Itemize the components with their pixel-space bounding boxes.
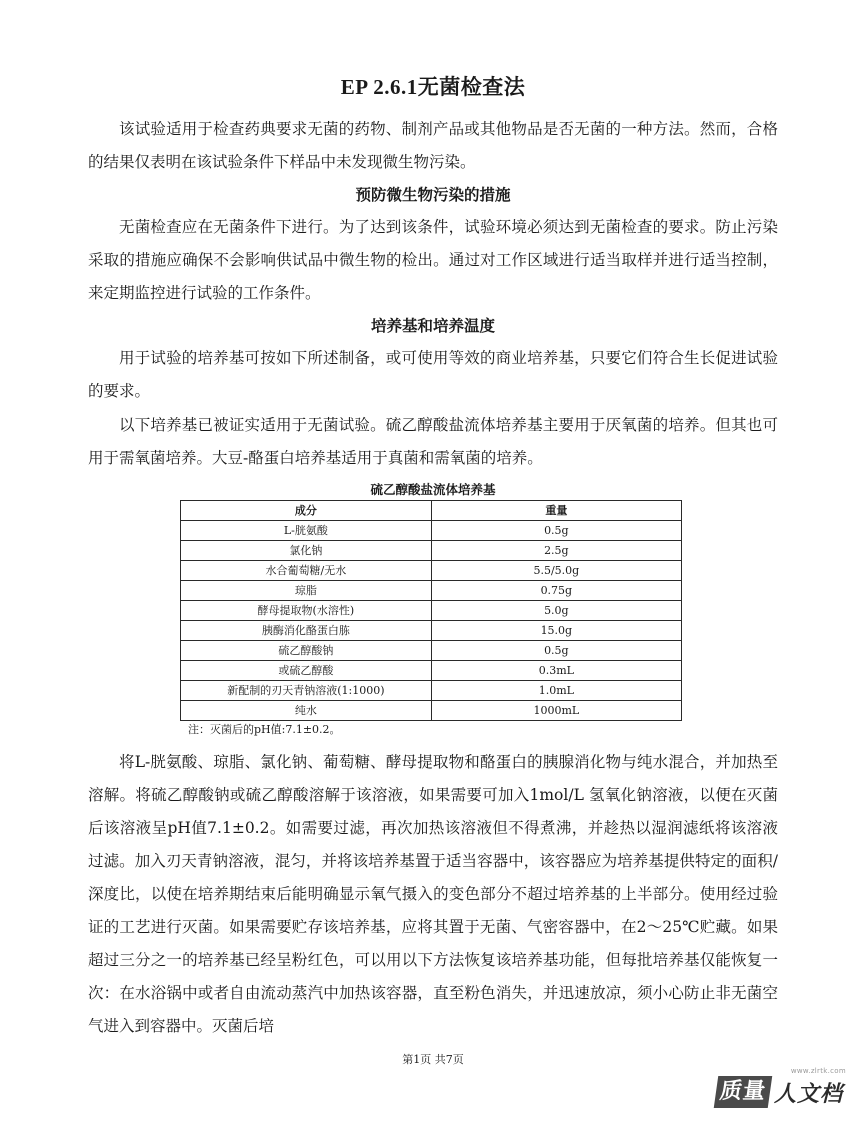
logo-icon <box>716 1076 843 1108</box>
ingredient-cell: 水合葡萄糖/无水 <box>181 561 432 581</box>
ingredient-cell: 琼脂 <box>181 581 432 601</box>
logo-part-quality: 质量 <box>714 1076 773 1108</box>
page-footer: 第1页 共7页 <box>402 1053 464 1066</box>
section-heading-media: 培养基和培养温度 <box>370 317 495 335</box>
contamination-paragraph: 无菌检查应在无菌条件下进行。为了达到该条件，试验环境必须达到无菌检查的要求。防止污染采取的措施应确保不会影响供试品中微生物的检出。通过对工作区域进行适当取样并进行适当控制，来定期监控进行试验的工作条件。 <box>88 218 778 302</box>
watermark-site: www.zlrtk.com <box>790 1067 846 1075</box>
ingredient-cell: 纯水 <box>181 701 432 721</box>
table-row <box>181 521 682 541</box>
ingredient-cell: 硫乙醇酸钠 <box>181 641 432 661</box>
watermark-logo <box>712 1067 858 1113</box>
table-row <box>181 621 682 641</box>
media-paragraph-1: 用于试验的培养基可按如下所述制备，或可使用等效的商业培养基，只要它们符合生长促进试验的要求。 <box>88 349 778 400</box>
ingredient-cell: 新配制的刃天青钠溶液(1:1000) <box>181 681 432 701</box>
ingredient-cell: 或硫乙醇酸 <box>181 661 432 681</box>
column-header-weight: 重量 <box>431 501 681 521</box>
table-title: 硫乙醇酸盐流体培养基 <box>370 482 496 497</box>
table-row <box>181 641 682 661</box>
table-row <box>181 701 682 721</box>
table-row <box>181 681 682 701</box>
weight-cell: 1.0mL <box>431 681 681 701</box>
table-header-row <box>181 501 682 521</box>
table-row <box>181 601 682 621</box>
table-row <box>181 581 682 601</box>
logo-part-docs: 人文档 <box>774 1081 844 1107</box>
weight-cell: 0.3mL <box>431 661 681 681</box>
weight-cell: 5.5/5.0g <box>431 561 681 581</box>
table-row <box>181 661 682 681</box>
intro-paragraph: 该试验适用于检查药典要求无菌的药物、制剂产品或其他物品是否无菌的一种方法。然而，合格的结果仅表明在该试验条件下样品中未发现微生物污染。 <box>88 120 778 171</box>
document-title: EP 2.6.1无菌检查法 <box>340 75 526 99</box>
table-row <box>181 541 682 561</box>
weight-cell: 2.5g <box>431 541 681 561</box>
section-heading-contamination: 预防微生物污染的措施 <box>355 186 511 204</box>
ingredient-cell: 氯化钠 <box>181 541 432 561</box>
weight-cell: 0.5g <box>431 641 681 661</box>
weight-cell: 15.0g <box>431 621 681 641</box>
ingredient-cell: L-胱氨酸 <box>181 521 432 541</box>
thioglycollate-medium-table <box>180 500 682 721</box>
column-header-ingredient: 成分 <box>181 501 432 521</box>
weight-cell: 0.5g <box>431 521 681 541</box>
table-row <box>181 561 682 581</box>
procedure-paragraph: 将L-胱氨酸、琼脂、氯化钠、葡萄糖、酵母提取物和酪蛋白的胰腺消化物与纯水混合，并加热至溶解。将硫乙醇酸钠或硫乙醇酸溶解于该溶液，如果需要可加入1mol/L 氢氧化钠溶液，以便在灭菌后该溶液呈pH值7.1±0.2。如需要过滤，再次加热该溶液但不得煮沸，并趁热以湿润滤纸将该溶液过滤。加入刃天青钠溶液，混匀，并将该培养基置于适当容器中，该容器应为培养基提供特定的面积/深度比，以使在培养期结束后能明确显示氧气摄入的变色部分不超过培养基的上半部分。使用经过验证的工艺进行灭菌。如果需要贮存该培养基，应将其置于无菌、气密容器中，在2～25℃贮藏。如果超过三分之一的培养基已经呈粉红色，可以用以下方法恢复该培养基功能，但每批培养基仅能恢复一次：在水浴锅中或者自由流动蒸汽中加热该容器，直至粉色消失，并迅速放凉，须小心防止非无菌空气进入到容器中。灭菌后培 <box>88 753 778 1035</box>
table-note: 注：灭菌后的pH值:7.1±0.2。 <box>188 723 341 736</box>
weight-cell: 1000mL <box>431 701 681 721</box>
weight-cell: 0.75g <box>431 581 681 601</box>
media-paragraph-2: 以下培养基已被证实适用于无菌试验。硫乙醇酸盐流体培养基主要用于厌氧菌的培养。但其也可用于需氧菌培养。大豆-酪蛋白培养基适用于真菌和需氧菌的培养。 <box>88 416 778 467</box>
weight-cell: 5.0g <box>431 601 681 621</box>
ingredient-cell: 酵母提取物(水溶性) <box>181 601 432 621</box>
ingredient-cell: 胰酶消化酪蛋白胨 <box>181 621 432 641</box>
